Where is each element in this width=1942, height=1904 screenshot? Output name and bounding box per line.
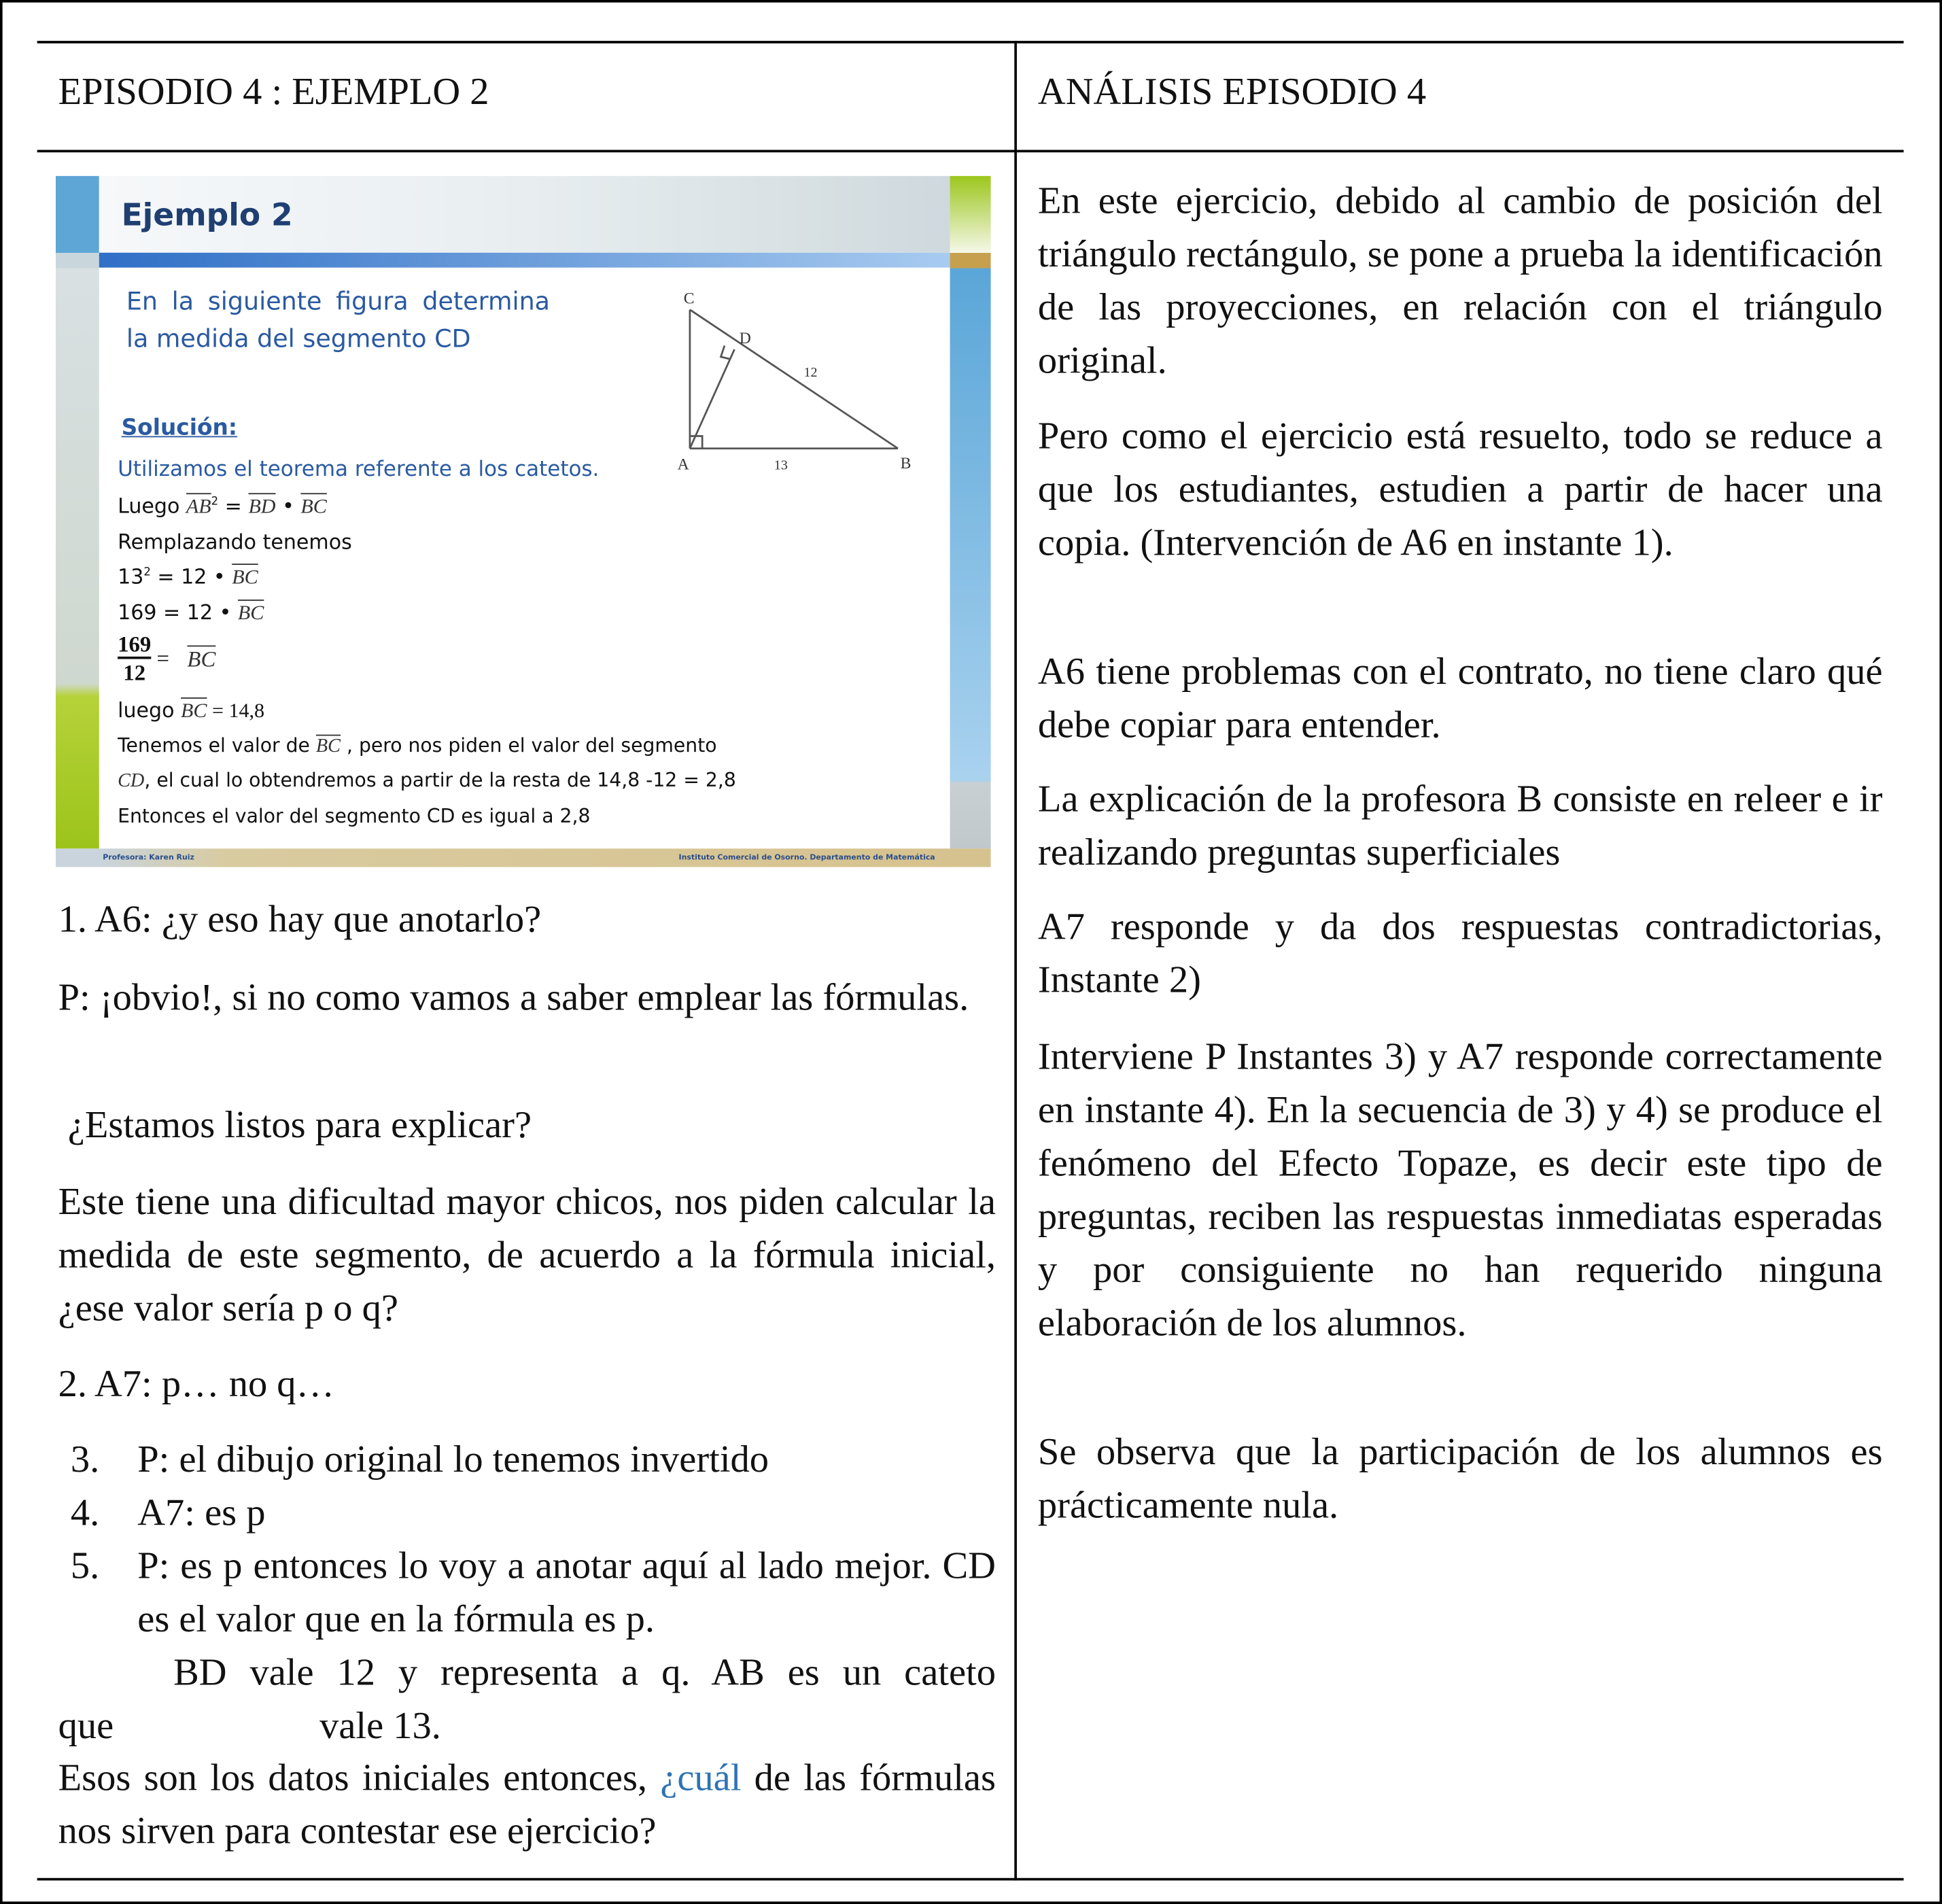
- analysis-paragraph: La explicación de la profesora B consiste en releer e ir realizando preguntas superficiales: [1037, 776, 1883, 873]
- label-a: A: [677, 455, 689, 474]
- list-number: 5.: [70, 1543, 100, 1587]
- header-row-border: [37, 150, 1904, 153]
- slide-intro: Utilizamos el teorema referente a los catetos.: [118, 457, 600, 482]
- footer-teacher: Profesora: Karen Ruiz: [103, 853, 194, 863]
- right-angle-d: [721, 345, 731, 359]
- math: $\overline{BC}$: [315, 735, 341, 757]
- text: luego: [118, 698, 181, 723]
- label-c: C: [683, 290, 695, 308]
- math: $\overline{BC}$: [232, 565, 258, 589]
- text: , el cual lo obtendremos a partir de la resta de 14,8 -12 = 2,8: [144, 769, 736, 792]
- text: = 14,8: [207, 698, 265, 723]
- dialogue-list: [58, 1432, 996, 1645]
- label-12: 12: [803, 365, 818, 381]
- text: que: [58, 1703, 114, 1747]
- list-number: 3.: [70, 1436, 100, 1481]
- numerator: 169: [118, 631, 151, 659]
- slide-footer: [56, 848, 991, 867]
- header-episode: EPISODIO 4 : EJEMPLO 2: [58, 69, 489, 113]
- math: $\overline{BC}$: [187, 646, 216, 671]
- analysis-paragraph: Interviene P Instantes 3) y A7 responde correctamente en instante 4). En la secuencia de 3) y 4) se produce el fenómeno del Efecto Topaze, es decir este tipo de preguntas, reciben las respuestas inmediatas esperadas y por consiguiente no han requerido ninguna elaboración de los alumnos.: [1037, 1034, 1883, 1345]
- analysis-paragraph: Pero como el ejercicio está resuelto, todo se reduce a que los estudiantes, estudien a partir de hacer una copia. (Intervención de A6 en instante 1).: [1037, 413, 1883, 564]
- math: $\overline{BC}$: [300, 494, 327, 518]
- table-bottom-border: [37, 1878, 1904, 1881]
- math: CD: [118, 770, 145, 792]
- label-13: 13: [774, 457, 788, 473]
- dialogue-line-2: 2. A7: p… no q…: [58, 1361, 335, 1405]
- slide-solution-label: Solución:: [121, 415, 238, 441]
- text: Luego: [118, 494, 186, 518]
- text: vale 13.: [319, 1703, 441, 1747]
- slide-question: En la siguiente figura determina la medida del segmento CD: [126, 285, 551, 353]
- analysis-paragraph: Se observa que la participación de los alumnos es prácticamente nula.: [1037, 1430, 1883, 1527]
- dialogue-question: [58, 1750, 996, 1857]
- list-text: P: el dibujo original lo tenemos invertido: [137, 1436, 769, 1481]
- slide-line-8: Entonces el valor del segmento CD es igual a 2,8: [118, 805, 591, 828]
- slide-line-2: Remplazando tenemos: [118, 530, 352, 554]
- label-d: D: [739, 329, 751, 347]
- list-text: P: es p entonces lo voy a anotar aquí al lado mejor. CD es el valor que en la fórmula es p.: [137, 1543, 996, 1640]
- math: $\overline{BC}$: [181, 698, 207, 723]
- triangle-figure: [56, 176, 991, 867]
- slide-title: Ejemplo 2: [121, 196, 293, 233]
- slide-image: [56, 176, 991, 867]
- text: Esos son los datos iniciales entonces,: [58, 1755, 661, 1799]
- denominator: 12: [123, 660, 146, 685]
- dialogue-line-1: 1. A6: ¿y eso hay que anotarlo?: [58, 897, 542, 941]
- math: $\overline{AB}$: [186, 494, 211, 518]
- text: 13: [118, 565, 144, 589]
- text: = 12 •: [150, 565, 232, 589]
- altitude-ad: [690, 349, 735, 449]
- text: •: [275, 494, 301, 518]
- list-number: 4.: [70, 1490, 100, 1534]
- list-text: A7: es p: [137, 1490, 266, 1534]
- text: 169 = 12 •: [118, 600, 238, 625]
- analysis-paragraph: A7 responde y da dos respuestas contradictorias, Instante 2): [1037, 904, 1883, 1001]
- dialogue-continuation-1: BD vale 12 y representa a q. AB es un cateto: [173, 1650, 996, 1694]
- list-item: [58, 1485, 996, 1538]
- dialogue-teacher-1: P: ¡obvio!, si no como vamos a saber emplear las fórmulas.: [58, 975, 969, 1019]
- label-b: B: [900, 454, 912, 472]
- column-divider: [1014, 41, 1017, 1880]
- list-item: [58, 1538, 996, 1645]
- table-top-border: [37, 41, 1904, 44]
- header-analysis: ANÁLISIS EPISODIO 4: [1037, 69, 1427, 113]
- math: $\overline{BC}$: [237, 600, 264, 625]
- list-item: [58, 1432, 996, 1485]
- analysis-paragraph: A6 tiene problemas con el contrato, no tiene claro qué debe copiar para entender.: [1037, 648, 1883, 746]
- analysis-paragraph: En este ejercicio, debido al cambio de posición del triángulo rectángulo, se pone a prueba la identificación de las proyecciones, en relación con el triángulo original.: [1037, 178, 1883, 382]
- text: =: [218, 494, 249, 518]
- text: =: [156, 646, 170, 671]
- text: Tenemos el valor de: [118, 734, 316, 757]
- dialogue-teacher-3: Este tiene una dificultad mayor chicos, nos piden calcular la medida de este segmento, de acuerdo a la fórmula inicial, ¿ese valor sería p o q?: [58, 1179, 996, 1330]
- text: , pero nos piden el valor del segmento: [341, 734, 717, 757]
- highlighted-text: ¿cuál: [660, 1755, 742, 1799]
- math: 2: [211, 496, 219, 509]
- dialogue-continuation-2: [58, 1699, 996, 1752]
- math: $\overline{BD}$: [248, 494, 276, 518]
- math: 2: [143, 566, 151, 579]
- text: de las fórmulas nos sirven para contestar ese ejercicio?: [58, 1755, 996, 1852]
- footer-institution: Instituto Comercial de Osorno. Departamento de Matemática: [678, 853, 935, 863]
- dialogue-teacher-2: ¿Estamos listos para explicar?: [58, 1102, 532, 1146]
